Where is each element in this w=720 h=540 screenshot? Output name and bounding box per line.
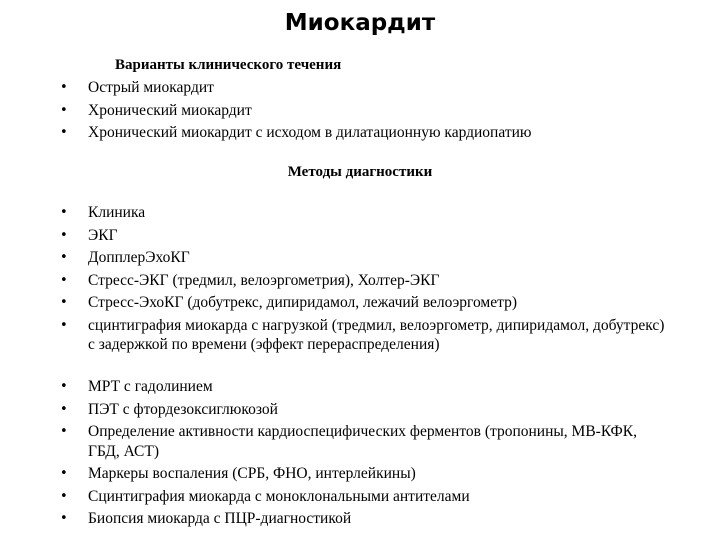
list-item — [0, 101, 668, 124]
list-item-text: Клиника — [88, 204, 146, 221]
bullet-icon: • — [60, 488, 68, 504]
list-item — [0, 226, 668, 246]
bullet-icon: • — [60, 295, 68, 310]
bullet-icon: • — [60, 272, 68, 288]
methods-list — [0, 203, 668, 532]
list-item — [0, 271, 668, 291]
bullet-icon: • — [60, 250, 68, 265]
variants-list — [0, 78, 668, 146]
list-item — [0, 422, 668, 461]
list-item — [0, 316, 668, 375]
bullet-icon: • — [60, 102, 68, 118]
bullet-icon: • — [60, 379, 68, 394]
list-item-text: ПЭТ с фтордезоксиглюкозой — [88, 400, 278, 418]
list-item — [0, 377, 668, 397]
list-item-text: МРТ с гадолинием — [88, 378, 213, 395]
variants-heading: Варианты клинического течения — [115, 57, 342, 73]
slide-title: Миокардит — [284, 10, 436, 36]
list-item — [0, 400, 668, 420]
list-item-text: ЭКГ — [88, 226, 118, 244]
list-item — [0, 248, 668, 268]
list-item-text: Стресс-ЭКГ (тредмил, велоэргометрия), Холтер-ЭКГ — [88, 271, 440, 289]
list-item — [0, 487, 668, 507]
list-item — [0, 293, 668, 313]
list-item — [0, 509, 668, 529]
list-item-text: Стресс-ЭхоКГ (добутрекс, дипиридамол, лежачий велоэргометр) — [88, 294, 517, 311]
list-item-text: Биопсия миокарда с ПЦР-диагностикой — [88, 510, 352, 527]
list-item-text: Хронический миокардит с исходом в дилатационную кардиопатию — [88, 124, 532, 141]
bullet-icon: • — [60, 511, 68, 526]
bullet-icon: • — [60, 125, 68, 140]
list-item-text: сцинтиграфия миокарда с нагрузкой (тредмил, велоэргометр, дипиридамол, добутрекс) с задержкой по времени (эффект перераспределения) — [88, 316, 665, 353]
bullet-icon: • — [60, 227, 68, 243]
bullet-icon: • — [60, 80, 68, 95]
list-item — [0, 78, 668, 101]
bullet-icon: • — [60, 317, 68, 333]
bullet-icon: • — [60, 205, 68, 220]
bullet-icon: • — [60, 466, 68, 481]
list-item — [0, 464, 668, 484]
list-item — [0, 123, 668, 146]
list-item — [0, 203, 668, 223]
bullet-icon: • — [60, 401, 68, 417]
list-item-text: Определение активности кардиоспецифических ферментов (тропонины, МВ-КФК, ГБД, АСТ) — [88, 423, 637, 460]
bullet-icon: • — [60, 424, 68, 439]
list-item-text: Острый миокардит — [88, 79, 214, 96]
list-item-text: Хронический миокардит — [88, 101, 252, 119]
list-item-text: Сцинтиграфия миокарда с моноклональными антителами — [88, 487, 470, 505]
list-item-text: Маркеры воспаления (СРБ, ФНО, интерлейкины) — [88, 465, 416, 482]
list-item-text: ДопплерЭхоКГ — [88, 249, 190, 266]
methods-heading: Методы диагностики — [287, 164, 433, 180]
